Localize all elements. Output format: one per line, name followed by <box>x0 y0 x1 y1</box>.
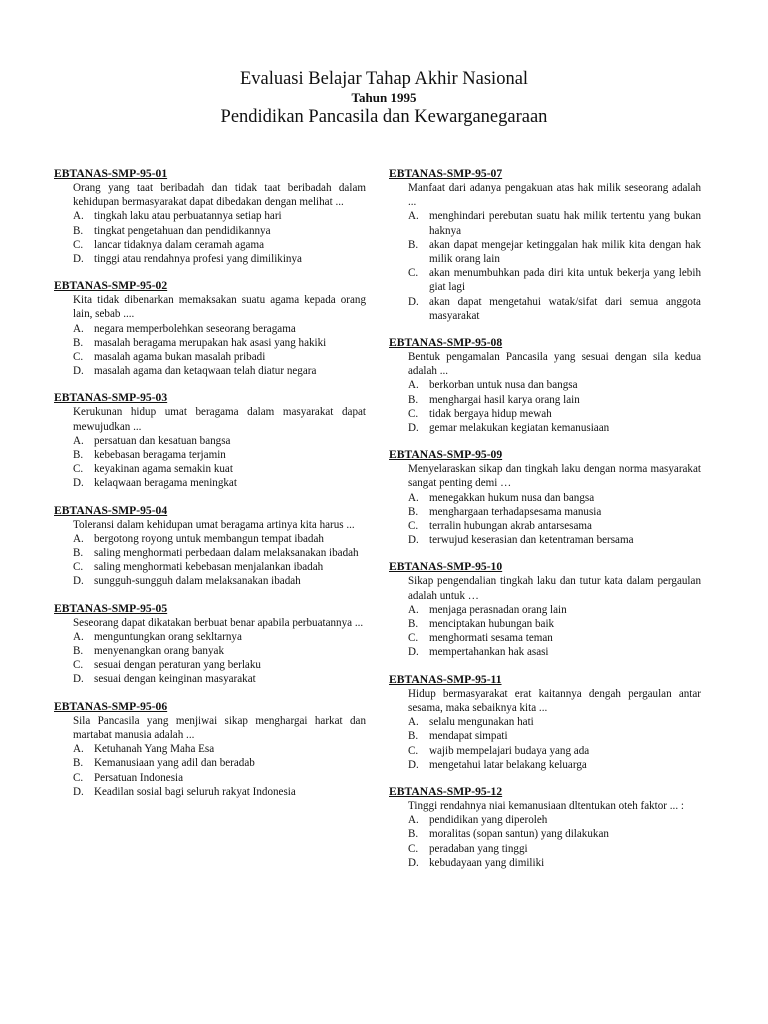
option-text: menjaga perasnadan orang lain <box>429 603 567 616</box>
option-letter: D. <box>408 422 419 435</box>
answer-option <box>54 560 366 574</box>
answer-option <box>54 742 366 756</box>
answer-option <box>389 813 701 827</box>
question-id: EBTANAS-SMP-95-05 <box>54 601 168 615</box>
option-text: akan dapat mengetahui watak/sifat dari semua anggota masyarakat <box>429 295 701 322</box>
option-text: terralin hubungan akrab antarsesama <box>429 520 592 533</box>
answer-option <box>54 448 366 462</box>
option-text: kelaqwaan beragama meningkat <box>94 477 237 490</box>
question-stem: Menyelaraskan sikap dan tingkah laku dengan norma masyarakat sangat penting demi … <box>408 463 701 490</box>
question-id: EBTANAS-SMP-95-11 <box>389 672 502 686</box>
question-block <box>389 166 701 323</box>
option-letter: A. <box>408 210 419 223</box>
answer-option <box>389 209 701 237</box>
option-letter: B. <box>408 618 419 631</box>
question-block <box>54 278 366 378</box>
option-letter: A. <box>408 603 419 616</box>
option-letter: D. <box>73 785 84 798</box>
option-letter: A. <box>73 434 84 447</box>
option-letter: C. <box>73 238 84 251</box>
option-text: Kemanusiaan yang adil dan beradab <box>94 757 255 770</box>
option-letter: D. <box>73 477 84 490</box>
option-letter: C. <box>73 463 84 476</box>
option-letter: B. <box>408 505 419 518</box>
option-letter: C. <box>408 407 419 420</box>
question-id: EBTANAS-SMP-95-08 <box>389 336 503 350</box>
option-letter: C. <box>73 659 84 672</box>
option-letter: C. <box>408 520 419 533</box>
answer-option <box>389 842 701 856</box>
option-letter: B. <box>408 238 419 251</box>
document-header <box>0 68 768 128</box>
option-text: akan menumbuhkan pada diri kita untuk bekerja yang lebih giat lagi <box>429 267 701 294</box>
exam-subject: Pendidikan Pancasila dan Kewarganegaraan <box>220 107 548 127</box>
answer-option <box>54 785 366 799</box>
option-text: mempertahankan hak asasi <box>429 646 549 659</box>
option-letter: D. <box>73 365 84 378</box>
answer-option <box>389 533 701 547</box>
option-text: menegakkan hukum nusa dan bangsa <box>429 491 595 504</box>
answer-option <box>54 364 366 378</box>
option-text: peradaban yang tinggi <box>429 842 528 855</box>
option-letter: B. <box>73 336 84 349</box>
option-text: berkorban untuk nusa dan bangsa <box>429 379 578 392</box>
answer-option <box>389 491 701 505</box>
answer-option <box>389 827 701 841</box>
option-text: menghargaan terhadapsesama manusia <box>429 505 602 518</box>
question-id: EBTANAS-SMP-95-03 <box>54 391 168 405</box>
answer-option <box>389 645 701 659</box>
answer-option <box>389 238 701 266</box>
answer-option <box>389 729 701 743</box>
answer-option <box>54 322 366 336</box>
question-stem: Kerukunan hidup umat beragama dalam masyarakat dapat mewujudkan ... <box>73 406 366 433</box>
option-letter: C. <box>408 744 419 757</box>
option-letter: D. <box>408 534 419 547</box>
option-text: sesuai dengan peraturan yang berlaku <box>94 659 261 672</box>
answer-option <box>389 603 701 617</box>
option-letter: D. <box>408 856 419 869</box>
option-letter: B. <box>408 393 419 406</box>
option-text: Ketuhanah Yang Maha Esa <box>94 743 215 756</box>
answer-option <box>389 393 701 407</box>
option-letter: D. <box>408 295 419 308</box>
question-stem: Manfaat dari adanya pengakuan atas hak milik seseorang adalah ... <box>408 182 701 209</box>
option-letter: B. <box>408 730 419 743</box>
question-block <box>389 447 701 547</box>
answer-option <box>54 546 366 560</box>
option-letter: A. <box>408 814 419 827</box>
question-block <box>54 503 366 589</box>
option-text: akan dapat mengejar ketinggalan hak milik kita dengan hak milik orang lain <box>429 238 701 266</box>
option-letter: B. <box>73 224 84 237</box>
option-letter: A. <box>408 491 419 504</box>
option-letter: A. <box>73 743 84 756</box>
answer-option <box>54 644 366 658</box>
question-stem: Bentuk pengamalan Pancasila yang sesuai dengan sila kedua adalah ... <box>408 351 701 378</box>
option-letter: A. <box>73 322 84 335</box>
option-letter: D. <box>73 253 84 266</box>
option-text: mengetahui latar belakang keluarga <box>429 758 587 771</box>
answer-option <box>389 378 701 392</box>
question-block <box>389 784 701 870</box>
question-block <box>389 672 701 772</box>
answer-option <box>389 856 701 870</box>
option-letter: B. <box>73 449 84 462</box>
answer-option <box>389 266 701 294</box>
answer-option <box>389 744 701 758</box>
option-letter: C. <box>408 267 419 280</box>
answer-option <box>54 462 366 476</box>
answer-option <box>54 238 366 252</box>
option-text: lancar tidaknya dalam ceramah agama <box>94 238 265 251</box>
answer-option <box>54 434 366 448</box>
option-text: tingkah laku atau perbuatannya setiap hari <box>94 210 282 223</box>
answer-option <box>389 631 701 645</box>
option-text: saling menghormati perbedaan dalam melaksanakan ibadah <box>94 547 359 560</box>
question-id: EBTANAS-SMP-95-09 <box>389 448 503 462</box>
option-text: persatuan dan kesatuan bangsa <box>94 434 231 447</box>
option-letter: B. <box>73 547 84 560</box>
option-text: menghormati sesama teman <box>429 632 553 645</box>
answer-option <box>54 658 366 672</box>
answer-option <box>389 715 701 729</box>
option-text: wajib mempelajari budaya yang ada <box>429 744 590 757</box>
question-block <box>54 390 366 490</box>
left-question-column <box>54 166 366 811</box>
question-id: EBTANAS-SMP-95-12 <box>389 784 503 798</box>
option-letter: A. <box>408 379 419 392</box>
option-text: masalah agama bukan masalah pribadi <box>94 351 266 364</box>
question-stem: Sila Pancasila yang menjiwai sikap menghargai harkat dan martabat manusia adalah ... <box>73 714 366 741</box>
question-stem: Hidup bermasyarakat erat kaitannya dengah pergaulan antar sesama, maka sebaiknya kita ... <box>408 687 701 714</box>
option-letter: D. <box>408 758 419 771</box>
option-text: tingkat pengetahuan dan pendidikannya <box>94 224 271 237</box>
option-text: keyakinan agama semakin kuat <box>94 463 233 476</box>
option-text: menyenangkan orang banyak <box>94 645 224 658</box>
option-letter: C. <box>408 842 419 855</box>
question-stem: Sikap pengendalian tingkah laku dan tutur kata dalam pergaulan adalah untuk … <box>408 575 701 602</box>
option-text: negara memperbolehkan seseorang beragama <box>94 322 296 335</box>
option-letter: D. <box>408 646 419 659</box>
question-id: EBTANAS-SMP-95-02 <box>54 279 168 293</box>
option-letter: B. <box>73 757 84 770</box>
answer-option <box>389 407 701 421</box>
option-text: kebebasan beragama terjamin <box>94 449 226 462</box>
option-text: tidak bergaya hidup mewah <box>429 407 552 420</box>
option-letter: D. <box>73 575 84 588</box>
option-letter: A. <box>73 532 84 545</box>
option-letter: A. <box>408 716 419 729</box>
option-text: bergotong royong untuk membangun tempat ibadah <box>94 532 324 545</box>
answer-option <box>54 756 366 770</box>
option-text: tinggi atau rendahnya profesi yang dimilikinya <box>94 253 302 266</box>
question-id: EBTANAS-SMP-95-06 <box>54 699 168 713</box>
answer-option <box>54 532 366 546</box>
option-text: sungguh-sungguh dalam melaksanakan ibadah <box>94 575 301 588</box>
answer-option <box>54 252 366 266</box>
option-letter: C. <box>73 561 84 574</box>
question-stem: Orang yang taat beribadah dan tidak taat beribadah dalam kehidupan bermasyarakat dapat dibedakan dengan melihat ... <box>73 182 366 209</box>
option-text: selalu mengunakan hati <box>429 716 534 729</box>
option-text: Keadilan sosial bagi seluruh rakyat Indonesia <box>94 785 296 798</box>
question-id: EBTANAS-SMP-95-10 <box>389 560 503 574</box>
answer-option <box>54 209 366 223</box>
question-id: EBTANAS-SMP-95-01 <box>54 167 168 180</box>
answer-option <box>54 476 366 490</box>
option-text: menghindari perebutan suatu hak milik tertentu yang bukan haknya <box>429 210 701 237</box>
option-letter: B. <box>73 645 84 658</box>
answer-option <box>54 350 366 364</box>
answer-option <box>54 336 366 350</box>
option-text: masalah beragama merupakan hak asasi yang hakiki <box>94 336 327 349</box>
question-id: EBTANAS-SMP-95-07 <box>389 167 503 180</box>
option-text: kebudayaan yang dimiliki <box>429 856 545 869</box>
option-text: menghargai hasil karya orang lain <box>429 393 580 406</box>
question-stem: Toleransi dalam kehidupan umat beragama artinya kita harus ... <box>73 518 355 531</box>
option-letter: A. <box>73 630 84 643</box>
option-text: pendidikan yang diperoleh <box>429 814 548 827</box>
question-stem: Seseorang dapat dikatakan berbuat benar apabila perbuatannya ... <box>73 616 364 629</box>
option-text: mendapat simpati <box>429 730 508 743</box>
question-stem: Kita tidak dibenarkan memaksakan suatu agama kepada orang lain, sebab .... <box>73 294 366 321</box>
option-letter: B. <box>408 828 419 841</box>
answer-option <box>54 630 366 644</box>
exam-year: Tahun 1995 <box>351 90 417 105</box>
option-text: sesuai dengan keinginan masyarakat <box>94 673 256 686</box>
answer-option <box>54 224 366 238</box>
option-text: Persatuan Indonesia <box>94 771 184 784</box>
question-block <box>54 699 366 799</box>
answer-option <box>389 295 701 323</box>
answer-option <box>54 672 366 686</box>
option-letter: D. <box>73 673 84 686</box>
answer-option <box>389 617 701 631</box>
option-letter: A. <box>73 210 84 223</box>
question-block <box>389 559 701 659</box>
option-text: menguntungkan orang sekltarnya <box>94 630 242 643</box>
answer-option <box>389 505 701 519</box>
answer-option <box>389 519 701 533</box>
option-text: saling menghormati kebebasan menjalankan ibadah <box>94 561 324 574</box>
answer-option <box>389 758 701 772</box>
question-id: EBTANAS-SMP-95-04 <box>54 503 168 517</box>
option-text: menciptakan hubungan baik <box>429 618 555 631</box>
option-text: masalah agama dan ketaqwaan telah diatur negara <box>94 365 317 378</box>
question-block <box>54 166 366 266</box>
option-letter: C. <box>408 632 419 645</box>
answer-option <box>389 421 701 435</box>
answer-option <box>54 574 366 588</box>
right-question-column <box>389 166 701 882</box>
option-text: gemar melakukan kegiatan kemanusiaan <box>429 422 610 435</box>
option-letter: C. <box>73 771 84 784</box>
question-stem: Tinggi rendahnya niai kemanusiaan dltentukan oteh faktor ... : <box>408 799 684 812</box>
answer-option <box>54 771 366 785</box>
exam-title: Evaluasi Belajar Tahap Akhir Nasional <box>239 69 529 89</box>
option-text: moralitas (sopan santun) yang dilakukan <box>429 828 609 841</box>
option-letter: C. <box>73 351 84 364</box>
question-block <box>54 601 366 687</box>
question-block <box>389 335 701 435</box>
option-text: terwujud keserasian dan ketentraman bersama <box>429 534 634 547</box>
